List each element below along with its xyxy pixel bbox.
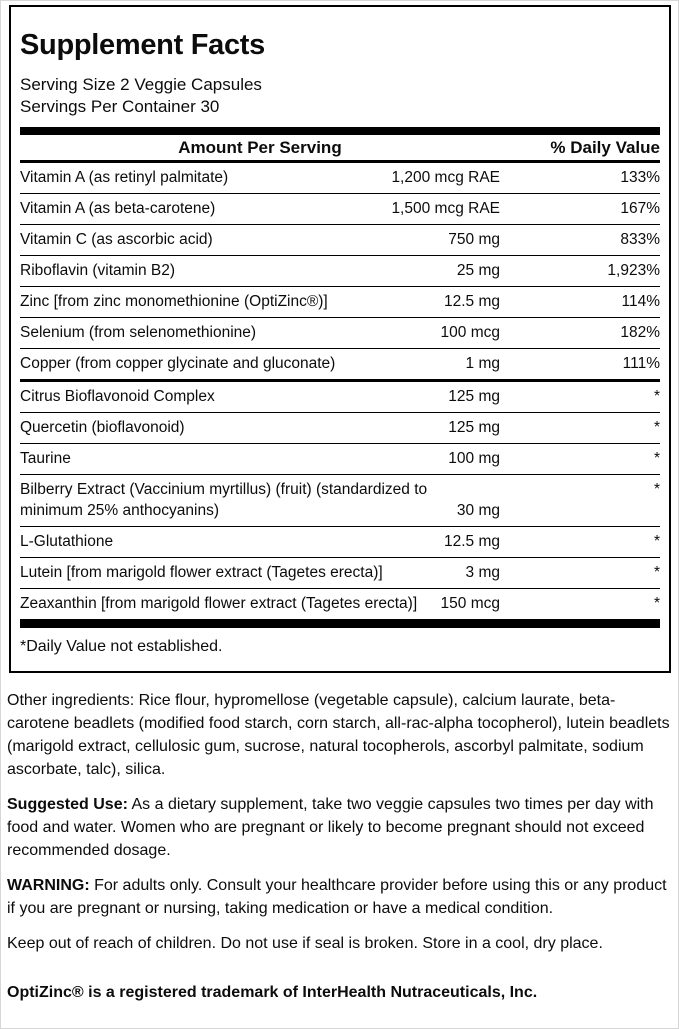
- table-row: [20, 379, 660, 412]
- suggested-use-paragraph: [7, 793, 672, 862]
- ingredient-daily-value: 111%: [622, 355, 660, 372]
- ingredient-daily-value: *: [653, 388, 660, 405]
- facts-rows: [20, 163, 660, 619]
- ingredient-amount: 100 mcg: [440, 324, 500, 341]
- table-row: [20, 348, 660, 379]
- suggested-use-text: As a dietary supplement, take two veggie capsules two times per day with food and water. Women who are pregnant or likely to become pregnant should not exceed recommended dosage.: [7, 796, 654, 859]
- storage-paragraph: Keep out of reach of children. Do not use if seal is broken. Store in a cool, dry place.: [7, 935, 603, 952]
- facts-table-header: [20, 135, 660, 163]
- ingredient-name: Selenium (from selenomethionine): [20, 324, 257, 341]
- serving-info: [20, 74, 660, 118]
- ingredient-amount: 125 mg: [448, 419, 500, 436]
- ingredient-daily-value: 133%: [620, 169, 660, 186]
- ingredient-amount: 25 mg: [456, 262, 500, 279]
- ingredient-name: Quercetin (bioflavonoid): [20, 419, 185, 436]
- ingredient-amount: 3 mg: [465, 564, 500, 581]
- ingredient-name: L-Glutathione: [20, 533, 114, 550]
- ingredient-daily-value: 114%: [621, 293, 660, 310]
- ingredient-name: Vitamin A (as beta-carotene): [20, 200, 216, 217]
- daily-value-footnote: *Daily Value not established.: [20, 638, 223, 655]
- ingredient-amount: 150 mcg: [440, 595, 500, 612]
- ingredient-daily-value: 833%: [620, 231, 660, 248]
- ingredient-amount: 125 mg: [448, 388, 500, 405]
- table-row: [20, 286, 660, 317]
- ingredient-daily-value: 182%: [620, 324, 660, 341]
- ingredient-name: Citrus Bioflavonoid Complex: [20, 388, 215, 405]
- ingredient-name: Copper (from copper glycinate and gluconate): [20, 355, 336, 372]
- footnote-top-bar: [20, 619, 660, 628]
- table-row: [20, 526, 660, 557]
- info-paragraphs: [7, 689, 672, 1004]
- ingredient-daily-value: *: [653, 564, 660, 581]
- table-row: [20, 412, 660, 443]
- servings-per-container: Servings Per Container 30: [20, 97, 220, 116]
- ingredient-daily-value: *: [653, 595, 660, 612]
- table-row: [20, 193, 660, 224]
- ingredient-name: Riboflavin (vitamin B2): [20, 262, 176, 279]
- ingredient-name: Taurine: [20, 450, 71, 467]
- ingredient-name: Vitamin A (as retinyl palmitate): [20, 169, 229, 186]
- table-row: [20, 443, 660, 474]
- ingredient-name: Zinc [from zinc monomethionine (OptiZinc®)]: [20, 293, 328, 310]
- ingredient-amount: 12.5 mg: [443, 293, 500, 310]
- ingredient-amount: 1,500 mcg RAE: [391, 200, 500, 217]
- ingredient-amount: 30 mg: [456, 502, 500, 519]
- ingredient-name: Vitamin C (as ascorbic acid): [20, 231, 213, 248]
- trademark-paragraph: OptiZinc® is a registered trademark of InterHealth Nutraceuticals, Inc.: [7, 984, 538, 1001]
- warning-text: For adults only. Consult your healthcare provider before using this or any product if you are pregnant or nursing, taking medication or have a medical condition.: [7, 877, 667, 917]
- ingredient-amount: 12.5 mg: [443, 533, 500, 550]
- ingredient-daily-value: *: [653, 450, 660, 467]
- warning-paragraph: [7, 874, 672, 920]
- ingredient-amount: 750 mg: [448, 231, 500, 248]
- table-row: [20, 588, 660, 619]
- header-top-bar: [20, 127, 660, 135]
- other-ingredients-text: Other ingredients: Rice flour, hypromellose (vegetable capsule), calcium laurate, beta-carotene beadlets (modified food starch, corn starch, all-rac-alpha tocopherol), lutein beadlets (marigold extract, cellulosic gum, sucrose, natural tocopherols, ascorbyl palmitate, sodium ascorbate, talc), silica.: [7, 692, 670, 778]
- ingredient-daily-value: *: [653, 481, 660, 498]
- ingredient-amount: 100 mg: [448, 450, 500, 467]
- ingredient-amount: 1,200 mcg RAE: [391, 169, 500, 186]
- table-row: [20, 317, 660, 348]
- facts-title: Supplement Facts: [20, 29, 265, 61]
- table-row: [20, 557, 660, 588]
- ingredient-daily-value: *: [653, 533, 660, 550]
- ingredient-daily-value: 167%: [620, 200, 660, 217]
- table-row: [20, 474, 660, 526]
- table-row: [20, 255, 660, 286]
- supplement-facts-box: [9, 5, 671, 673]
- other-ingredients-paragraph: [7, 689, 672, 781]
- serving-size: Serving Size 2 Veggie Capsules: [20, 75, 262, 94]
- ingredient-name: Lutein [from marigold flower extract (Tagetes erecta)]: [20, 564, 383, 581]
- ingredient-daily-value: *: [653, 419, 660, 436]
- table-row: [20, 224, 660, 255]
- amount-per-serving-header: Amount Per Serving: [178, 138, 342, 157]
- suggested-use-lead: Suggested Use:: [7, 796, 128, 813]
- warning-lead: WARNING:: [7, 877, 90, 894]
- daily-value-header: % Daily Value: [550, 138, 660, 157]
- ingredient-amount: 1 mg: [465, 355, 500, 372]
- ingredient-name: Zeaxanthin [from marigold flower extract (Tagetes erecta)]: [20, 595, 418, 612]
- ingredient-name: Bilberry Extract (Vaccinium myrtillus) (fruit) (standardized to minimum 25% anthocyanins): [20, 481, 428, 519]
- ingredient-daily-value: 1,923%: [607, 262, 660, 279]
- table-row: [20, 163, 660, 193]
